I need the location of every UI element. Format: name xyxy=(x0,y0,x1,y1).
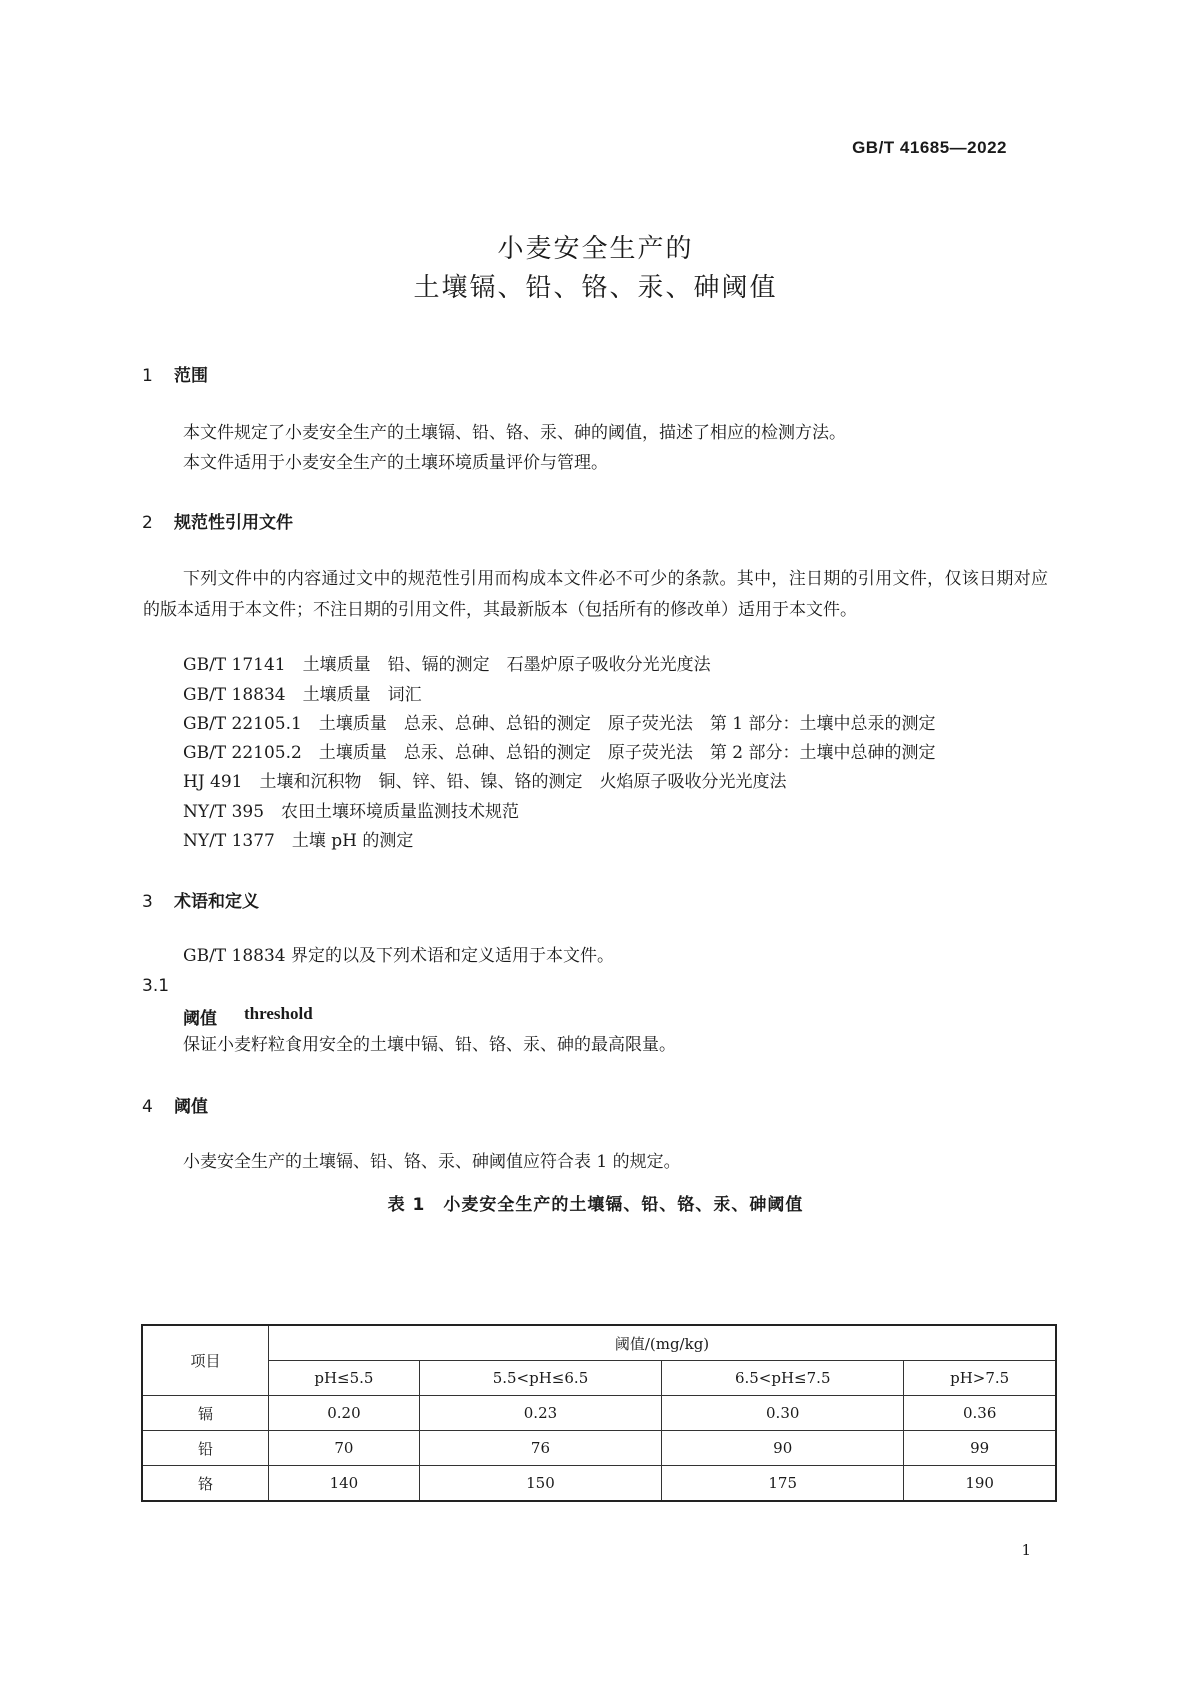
section-4-heading xyxy=(142,1092,208,1117)
document-title-line1: 小麦安全生产的 xyxy=(497,234,694,264)
section-title: 术语和定义 xyxy=(174,892,259,912)
intro-paragraph: 下列文件中的内容通过文中的规范性引用而构成本文件必不可少的条款。其中，注日期的引用文件，仅该日期对应的版本适用于本文件；不注日期的引用文件，其最新版本（包括所有的修改单）适用于本文件。 xyxy=(143,569,1048,620)
ph-range-header: pH≤5.5 xyxy=(269,1361,420,1396)
table-row xyxy=(142,1431,1056,1466)
section-title: 阈值 xyxy=(174,1097,208,1117)
value-cell: 0.23 xyxy=(419,1396,661,1431)
item-cell: 镉 xyxy=(142,1396,269,1431)
section-4-intro: 小麦安全生产的土壤镉、铅、铬、汞、砷阈值应符合表 1 的规定。 xyxy=(183,1152,681,1172)
item-column-header: 项目 xyxy=(142,1325,269,1396)
value-cell: 0.20 xyxy=(269,1396,420,1431)
value-cell: 76 xyxy=(419,1431,661,1466)
section-number: 4 xyxy=(142,1097,153,1117)
threshold-group-header: 阈值/(mg/kg) xyxy=(269,1325,1057,1361)
reference-item: NY/T 1377 土壤 pH 的测定 xyxy=(183,831,414,851)
value-cell: 0.36 xyxy=(904,1396,1056,1431)
document-title-line2: 土壤镉、铅、铬、汞、砷阈值 xyxy=(413,273,778,303)
page-number: 1 xyxy=(1021,1541,1031,1559)
value-cell: 70 xyxy=(269,1431,420,1466)
section-2-heading xyxy=(142,508,293,533)
section-2-intro xyxy=(143,564,1048,626)
table-caption: 表 1 小麦安全生产的土壤镉、铅、铬、汞、砷阈值 xyxy=(387,1195,804,1215)
item-cell: 铅 xyxy=(142,1431,269,1466)
section-number: 3 xyxy=(142,892,153,912)
value-cell: 150 xyxy=(419,1466,661,1502)
term-chinese: 阈值 xyxy=(183,1009,217,1029)
term-english: threshold xyxy=(244,1004,313,1023)
threshold-table xyxy=(141,1324,1057,1502)
section-number: 2 xyxy=(142,513,153,533)
section-1-heading xyxy=(142,361,208,386)
reference-item: GB/T 18834 土壤质量 词汇 xyxy=(183,685,422,705)
section-title: 范围 xyxy=(174,366,208,386)
reference-item: NY/T 395 农田土壤环境质量监测技术规范 xyxy=(183,802,520,822)
ph-range-header: 5.5<pH≤6.5 xyxy=(419,1361,661,1396)
standard-code: GB/T 41685—2022 xyxy=(852,138,1007,157)
reference-item: GB/T 22105.2 土壤质量 总汞、总砷、总铅的测定 原子荧光法 第 2 部分：土壤中总砷的测定 xyxy=(183,743,936,763)
term-number: 3.1 xyxy=(142,976,170,996)
table-header-row xyxy=(142,1325,1056,1361)
reference-item: GB/T 22105.1 土壤质量 总汞、总砷、总铅的测定 原子荧光法 第 1 部分：土壤中总汞的测定 xyxy=(183,714,936,734)
section-1-para-1: 本文件规定了小麦安全生产的土壤镉、铅、铬、汞、砷的阈值，描述了相应的检测方法。 xyxy=(183,423,846,443)
section-number: 1 xyxy=(142,366,153,386)
section-1-para-2: 本文件适用于小麦安全生产的土壤环境质量评价与管理。 xyxy=(183,453,608,473)
ph-range-header: 6.5<pH≤7.5 xyxy=(662,1361,904,1396)
value-cell: 90 xyxy=(662,1431,904,1466)
table-row xyxy=(142,1396,1056,1431)
reference-item: HJ 491 土壤和沉积物 铜、锌、铅、镍、铬的测定 火焰原子吸收分光光度法 xyxy=(183,772,787,792)
item-cell: 铬 xyxy=(142,1466,269,1502)
value-cell: 0.30 xyxy=(662,1396,904,1431)
section-3-intro: GB/T 18834 界定的以及下列术语和定义适用于本文件。 xyxy=(183,946,615,966)
value-cell: 190 xyxy=(904,1466,1056,1502)
section-title: 规范性引用文件 xyxy=(174,513,293,533)
value-cell: 140 xyxy=(269,1466,420,1502)
table-row xyxy=(142,1466,1056,1502)
ph-range-header: pH>7.5 xyxy=(904,1361,1056,1396)
value-cell: 175 xyxy=(662,1466,904,1502)
value-cell: 99 xyxy=(904,1431,1056,1466)
term-definition: 保证小麦籽粒食用安全的土壤中镉、铅、铬、汞、砷的最高限量。 xyxy=(183,1035,676,1055)
reference-item: GB/T 17141 土壤质量 铅、镉的测定 石墨炉原子吸收分光光度法 xyxy=(183,655,711,675)
table-subheader-row xyxy=(142,1361,1056,1396)
section-3-heading xyxy=(142,887,259,912)
